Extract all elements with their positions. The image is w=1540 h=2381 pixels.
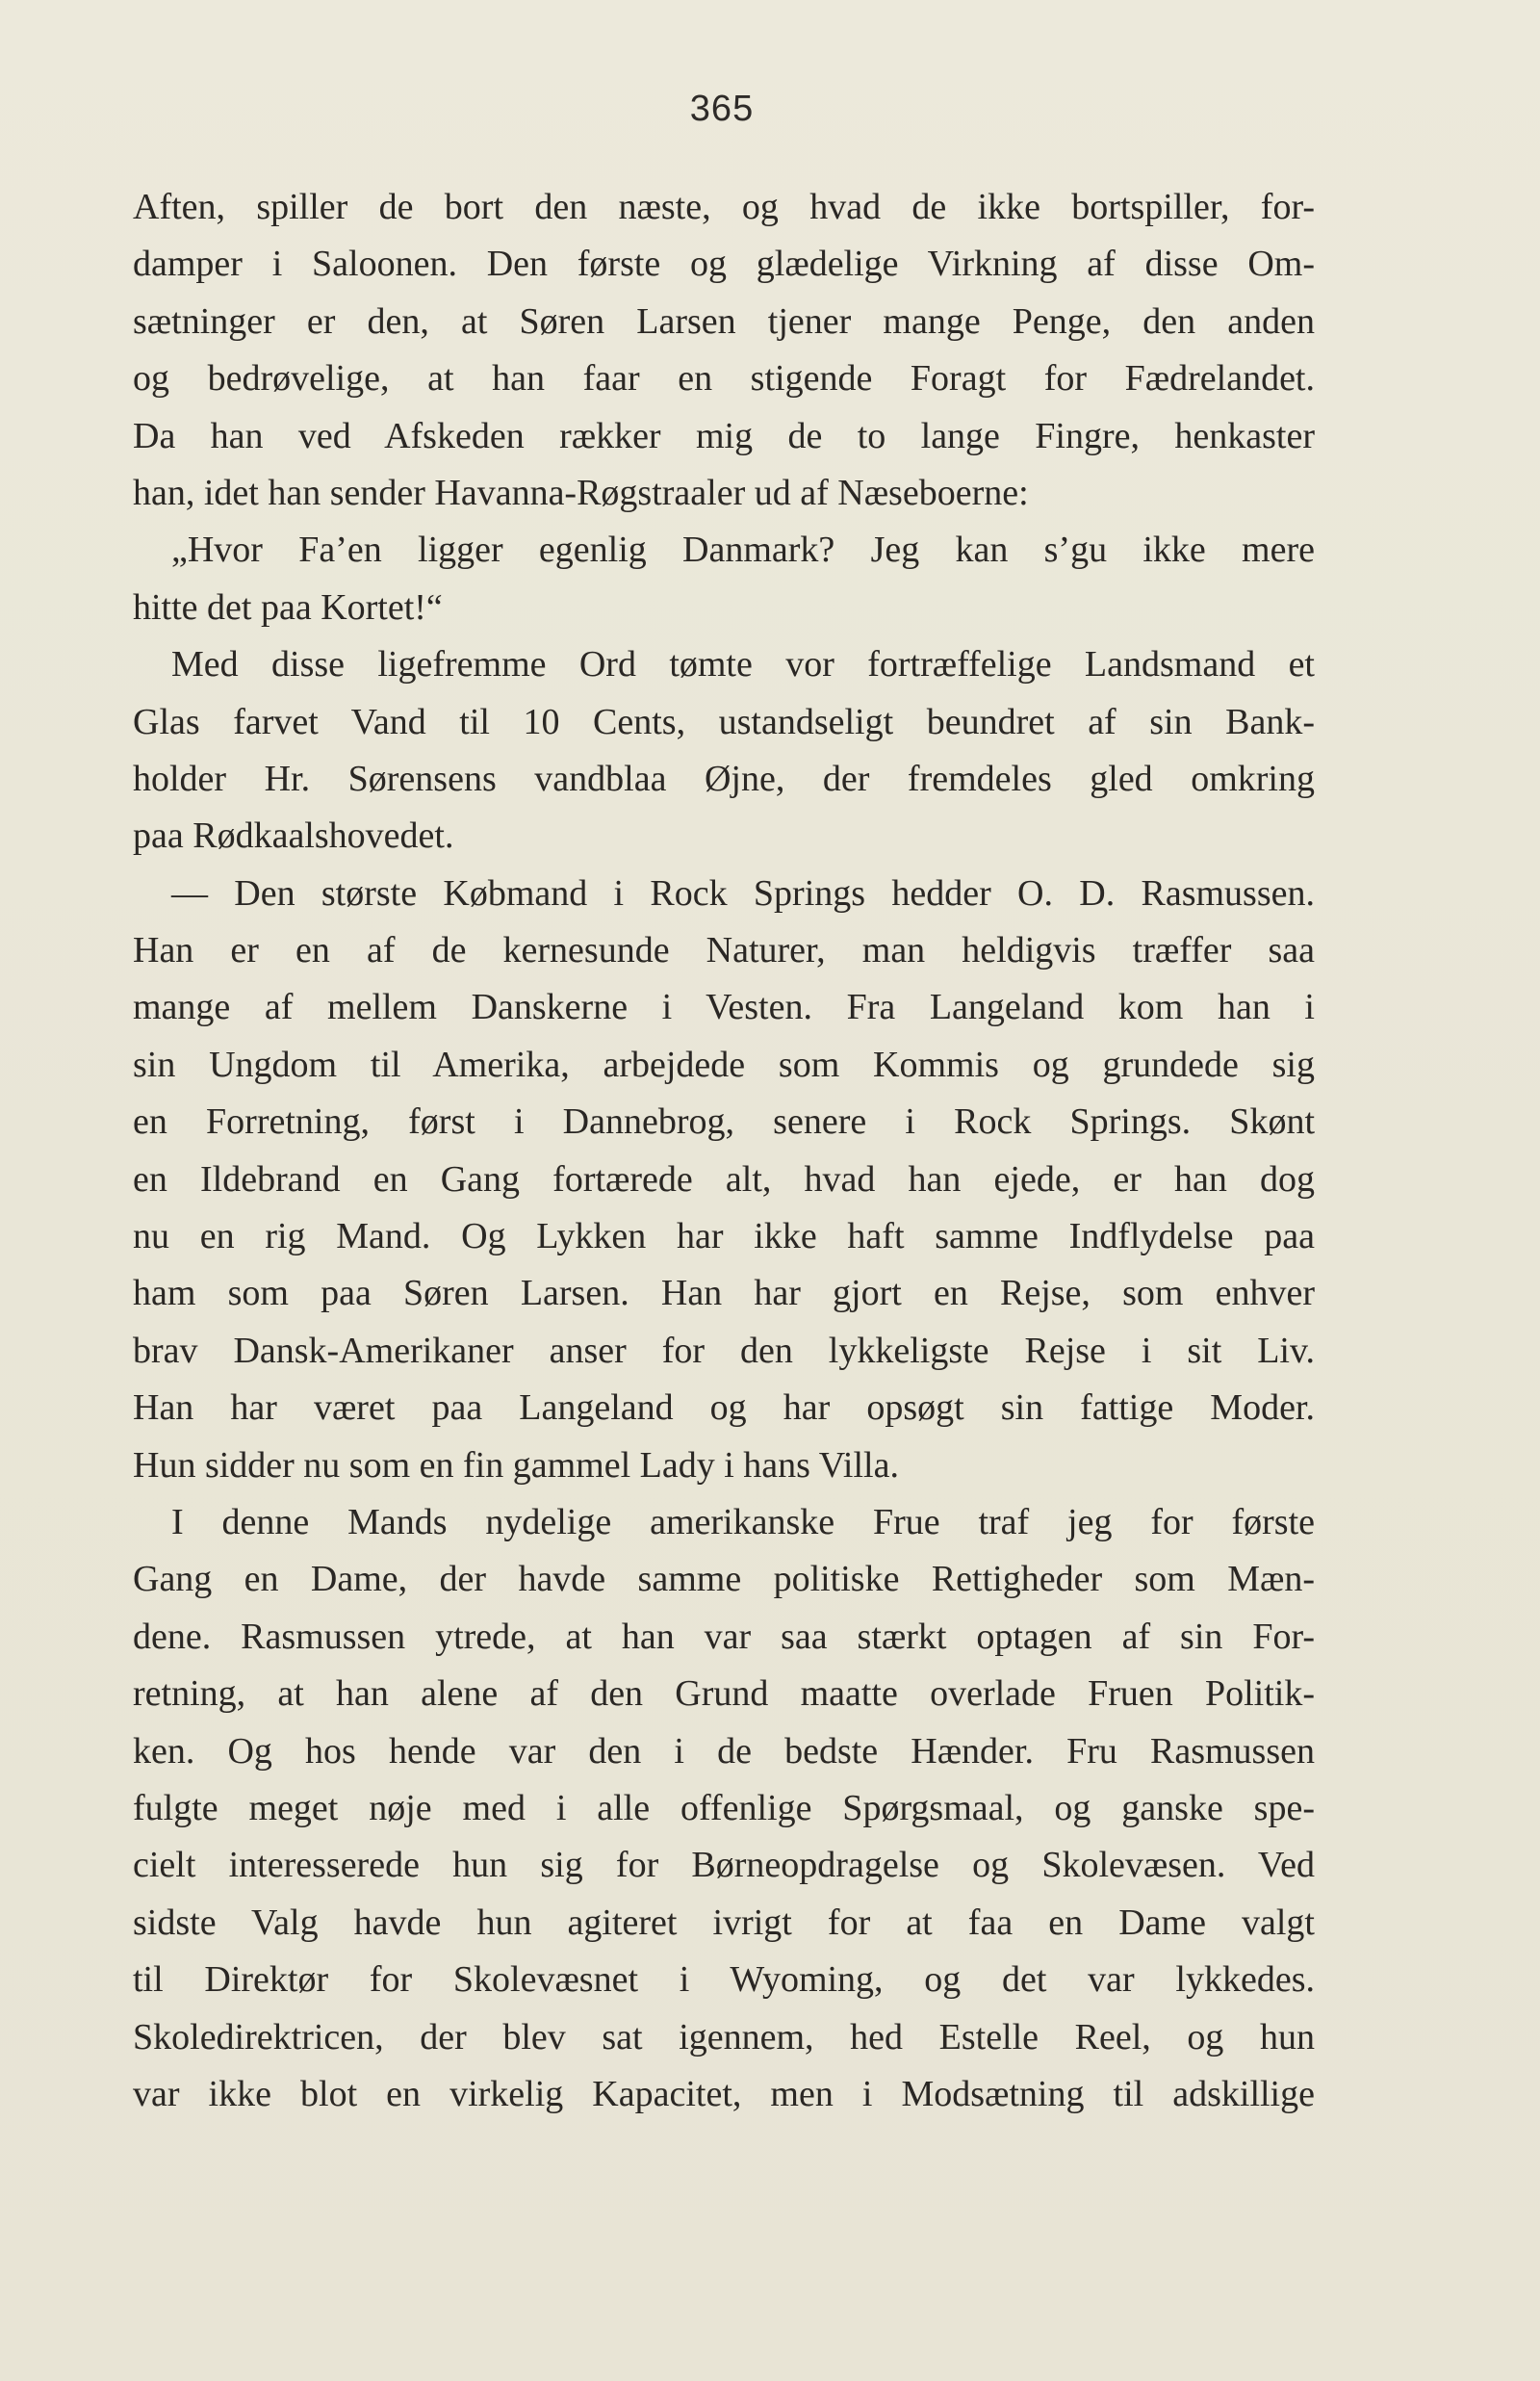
text-line: en Ildebrand en Gang fortærede alt, hvad han ejede, er han dog: [133, 1158, 1315, 1200]
text-line: sin Ungdom til Amerika, arbejdede som Kommis og grundede sig: [133, 1044, 1315, 1085]
text-line: Hun sidder nu som en fin gammel Lady i hans Villa.: [133, 1444, 899, 1486]
body-text: [133, 179, 1315, 2123]
text-line: holder Hr. Sørensens vandblaa Øjne, der fremdeles gled omkring: [133, 758, 1315, 799]
text-line: dene. Rasmussen ytrede, at han var saa stærkt optagen af sin For-: [133, 1616, 1315, 1657]
text-line: sidste Valg havde hun agiteret ivrigt for at faa en Dame valgt: [133, 1902, 1315, 1943]
text-line: til Direktør for Skolevæsnet i Wyoming, og det var lykkedes.: [133, 1959, 1315, 2001]
text-line: — Den største Købmand i Rock Springs hedder O. D. Rasmussen.: [171, 872, 1315, 914]
text-line: sætninger er den, at Søren Larsen tjener mange Penge, den anden: [133, 300, 1315, 342]
text-line: fulgte meget nøje med i alle offenlige Spørgsmaal, og ganske spe-: [133, 1787, 1315, 1828]
text-line: Glas farvet Vand til 10 Cents, ustandseligt beundret af sin Bank-: [133, 701, 1315, 742]
text-line: ken. Og hos hende var den i de bedste Hænder. Fru Rasmussen: [133, 1730, 1315, 1772]
text-line: mange af mellem Danskerne i Vesten. Fra Langeland kom han i: [133, 987, 1315, 1028]
text-line: nu en rig Mand. Og Lykken har ikke haft samme Indflydelse paa: [133, 1216, 1315, 1257]
text-line: Skoledirektricen, der blev sat igennem, hed Estelle Reel, og hun: [133, 2016, 1315, 2057]
text-line: hitte det paa Kortet!“: [133, 586, 443, 628]
text-line: retning, at han alene af den Grund maatte overlade Fruen Politik-: [133, 1673, 1315, 1715]
text-line: og bedrøvelige, at han faar en stigende Foragt for Fædrelandet.: [133, 358, 1315, 400]
text-line: Han er en af de kernesunde Naturer, man heldigvis træffer saa: [133, 930, 1315, 971]
text-line: ham som paa Søren Larsen. Han har gjort en Rejse, som enhver: [133, 1273, 1315, 1314]
page-number: 365: [689, 89, 755, 129]
text-line: Han har været paa Langeland og har opsøgt sin fattige Moder.: [133, 1387, 1315, 1429]
text-line: Aften, spiller de bort den næste, og hvad de ikke bortspiller, for-: [133, 187, 1315, 227]
text-line: cielt interesserede hun sig for Børneopdragelse og Skolevæsen. Ved: [133, 1845, 1315, 1886]
text-line: Gang en Dame, der havde samme politiske Rettigheder som Mæn-: [133, 1559, 1315, 1600]
text-line: Med disse ligefremme Ord tømte vor fortræffelige Landsmand et: [171, 644, 1315, 686]
text-line: Da han ved Afskeden rækker mig de to lange Fingre, henkaster: [133, 415, 1315, 456]
text-line: var ikke blot en virkelig Kapacitet, men i Modsætning til adskillige: [133, 2073, 1315, 2114]
text-line: paa Rødkaalshovedet.: [133, 815, 454, 857]
text-line: brav Dansk-Amerikaner anser for den lykkeligste Rejse i sit Liv.: [133, 1330, 1315, 1371]
text-line: „Hvor Fa’en ligger egenlig Danmark? Jeg kan s’gu ikke mere: [171, 530, 1315, 571]
text-line: en Forretning, først i Dannebrog, senere i Rock Springs. Skønt: [133, 1101, 1315, 1143]
text-line: damper i Saloonen. Den første og glædelige Virkning af disse Om-: [133, 244, 1315, 285]
text-line: I denne Mands nydelige amerikanske Frue traf jeg for første: [171, 1501, 1315, 1542]
text-line: han, idet han sender Havanna-Røgstraaler ud af Næseboerne:: [133, 472, 1029, 513]
